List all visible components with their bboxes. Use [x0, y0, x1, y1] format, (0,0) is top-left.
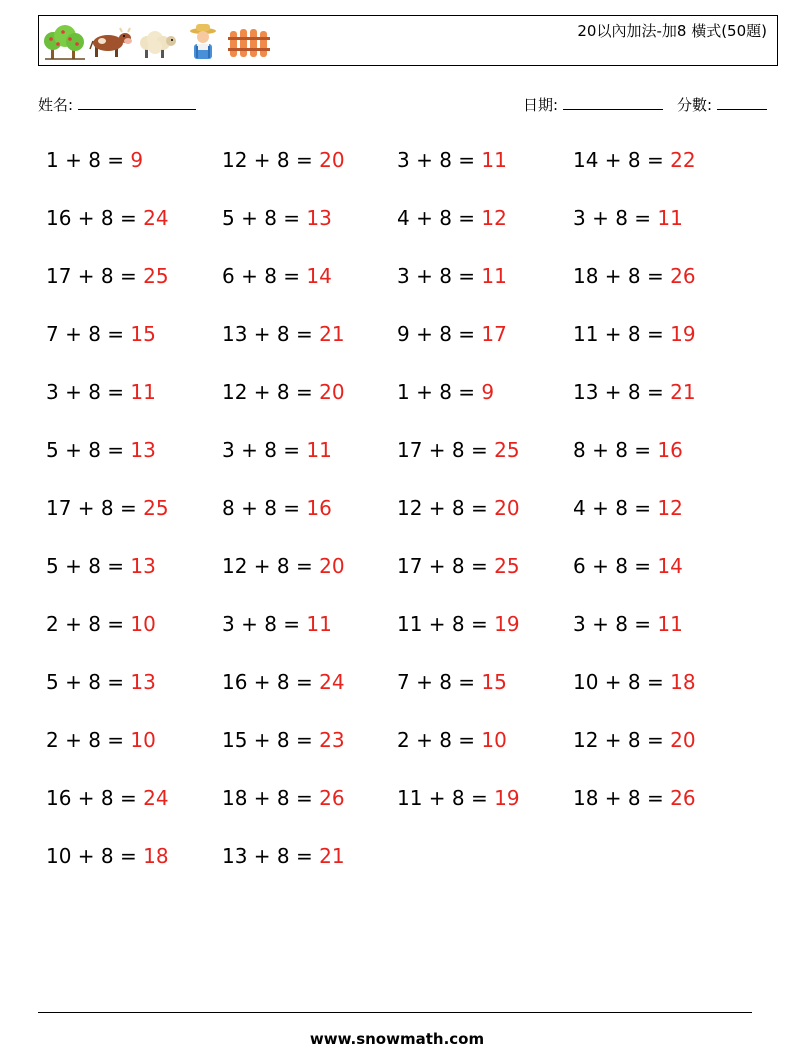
problem-question: 5 + 8 = [222, 206, 301, 230]
problem-answer: 11 [306, 612, 332, 636]
problem-question: 17 + 8 = [46, 496, 137, 520]
problem-item [573, 206, 683, 230]
problem-item [573, 322, 696, 346]
farmer-icon [181, 23, 225, 61]
date-label: 日期: [523, 96, 559, 114]
problem-question: 7 + 8 = [397, 670, 476, 694]
problem-question: 16 + 8 = [46, 206, 137, 230]
problem-item [222, 728, 345, 752]
problem-item [397, 264, 507, 288]
problem-question: 6 + 8 = [222, 264, 301, 288]
cow-icon [89, 23, 133, 61]
problem-item [397, 612, 520, 636]
problem-item [397, 554, 520, 578]
problem-question: 12 + 8 = [573, 728, 664, 752]
problem-question: 16 + 8 = [222, 670, 313, 694]
problem-item [46, 670, 156, 694]
fence-icon [227, 23, 271, 61]
problem-question: 18 + 8 = [573, 264, 664, 288]
problem-item [46, 554, 156, 578]
problem-question: 13 + 8 = [222, 844, 313, 868]
problem-answer: 9 [481, 380, 495, 404]
problem-question: 12 + 8 = [222, 380, 313, 404]
worksheet-title: 20以內加法-加8 橫式(50題) [577, 22, 767, 40]
problem-item [573, 438, 683, 462]
footer-divider [38, 1012, 752, 1013]
problem-answer: 26 [670, 786, 696, 810]
problem-item [222, 380, 345, 404]
problem-answer: 11 [130, 380, 156, 404]
problem-question: 7 + 8 = [46, 322, 125, 346]
problem-item [397, 380, 494, 404]
problem-answer: 13 [130, 670, 156, 694]
problem-answer: 18 [143, 844, 169, 868]
problem-item [573, 264, 696, 288]
problem-answer: 20 [670, 728, 696, 752]
problem-question: 17 + 8 = [397, 554, 488, 578]
problem-question: 4 + 8 = [573, 496, 652, 520]
problem-answer: 11 [481, 148, 507, 172]
problem-question: 13 + 8 = [573, 380, 664, 404]
problem-answer: 11 [306, 438, 332, 462]
problem-answer: 23 [319, 728, 345, 752]
problem-item [222, 786, 345, 810]
problem-item [573, 496, 683, 520]
problem-answer: 19 [670, 322, 696, 346]
problem-answer: 21 [319, 322, 345, 346]
problem-question: 12 + 8 = [222, 554, 313, 578]
problem-answer: 14 [657, 554, 683, 578]
problem-answer: 24 [143, 206, 169, 230]
problem-answer: 9 [130, 148, 144, 172]
problem-item [573, 612, 683, 636]
problem-question: 5 + 8 = [46, 554, 125, 578]
problem-answer: 25 [143, 496, 169, 520]
problem-answer: 25 [494, 554, 520, 578]
problem-item [573, 554, 683, 578]
problem-question: 15 + 8 = [222, 728, 313, 752]
worksheet-header [38, 15, 778, 66]
name-field [38, 94, 196, 115]
problem-question: 3 + 8 = [573, 206, 652, 230]
problem-question: 13 + 8 = [222, 322, 313, 346]
problem-item [222, 322, 345, 346]
problem-answer: 15 [130, 322, 156, 346]
problem-question: 5 + 8 = [46, 670, 125, 694]
problem-item [222, 496, 332, 520]
problem-answer: 12 [657, 496, 683, 520]
problem-question: 8 + 8 = [222, 496, 301, 520]
date-field [523, 94, 663, 115]
problem-question: 17 + 8 = [397, 438, 488, 462]
tree-icon [43, 23, 87, 61]
problem-item [397, 786, 520, 810]
problem-item [46, 438, 156, 462]
problem-item [46, 322, 156, 346]
problem-answer: 10 [130, 728, 156, 752]
problem-answer: 19 [494, 786, 520, 810]
problem-item [46, 206, 169, 230]
problem-question: 6 + 8 = [573, 554, 652, 578]
problem-answer: 15 [481, 670, 507, 694]
problem-answer: 13 [130, 554, 156, 578]
problem-item [573, 148, 696, 172]
problem-answer: 24 [143, 786, 169, 810]
problem-answer: 19 [494, 612, 520, 636]
name-blank [78, 96, 196, 110]
problem-question: 18 + 8 = [573, 786, 664, 810]
problem-answer: 11 [481, 264, 507, 288]
problem-answer: 21 [670, 380, 696, 404]
problem-item [222, 844, 345, 868]
problem-answer: 25 [143, 264, 169, 288]
footer-url: www.snowmath.com [309, 1030, 485, 1048]
problem-item [46, 496, 169, 520]
problem-question: 3 + 8 = [46, 380, 125, 404]
problem-answer: 18 [670, 670, 696, 694]
problem-item [46, 148, 143, 172]
problem-answer: 11 [657, 206, 683, 230]
problem-question: 2 + 8 = [397, 728, 476, 752]
problem-answer: 20 [319, 380, 345, 404]
problem-answer: 10 [481, 728, 507, 752]
problem-item [397, 148, 507, 172]
problem-answer: 20 [319, 148, 345, 172]
problem-answer: 22 [670, 148, 696, 172]
score-field [677, 94, 767, 115]
problem-question: 3 + 8 = [222, 612, 301, 636]
problem-question: 8 + 8 = [573, 438, 652, 462]
name-label: 姓名: [38, 96, 74, 114]
problem-question: 11 + 8 = [397, 612, 488, 636]
problem-question: 9 + 8 = [397, 322, 476, 346]
problem-item [397, 670, 507, 694]
problem-answer: 20 [494, 496, 520, 520]
problem-item [46, 786, 169, 810]
problem-question: 10 + 8 = [46, 844, 137, 868]
date-blank [563, 96, 663, 110]
problem-item [397, 322, 507, 346]
problem-question: 14 + 8 = [573, 148, 664, 172]
problem-answer: 10 [130, 612, 156, 636]
problem-item [46, 380, 156, 404]
problem-item [46, 264, 169, 288]
problem-item [397, 438, 520, 462]
problem-item [46, 728, 156, 752]
problem-question: 1 + 8 = [397, 380, 476, 404]
problem-item [46, 612, 156, 636]
problem-question: 3 + 8 = [573, 612, 652, 636]
problem-item [222, 206, 332, 230]
problem-item [222, 264, 332, 288]
score-blank [717, 96, 767, 110]
problem-answer: 13 [130, 438, 156, 462]
problem-answer: 21 [319, 844, 345, 868]
problem-answer: 25 [494, 438, 520, 462]
problem-answer: 26 [319, 786, 345, 810]
problem-question: 12 + 8 = [222, 148, 313, 172]
problem-answer: 11 [657, 612, 683, 636]
problem-item [397, 496, 520, 520]
problem-item [222, 148, 345, 172]
problem-item [222, 670, 345, 694]
problem-item [573, 786, 696, 810]
problem-question: 10 + 8 = [573, 670, 664, 694]
problem-item [573, 670, 696, 694]
problem-question: 18 + 8 = [222, 786, 313, 810]
problem-question: 12 + 8 = [397, 496, 488, 520]
problem-answer: 13 [306, 206, 332, 230]
problem-question: 11 + 8 = [573, 322, 664, 346]
problem-question: 2 + 8 = [46, 612, 125, 636]
problem-question: 3 + 8 = [397, 148, 476, 172]
problem-answer: 16 [306, 496, 332, 520]
problem-answer: 26 [670, 264, 696, 288]
problem-question: 3 + 8 = [397, 264, 476, 288]
problem-question: 3 + 8 = [222, 438, 301, 462]
problem-answer: 16 [657, 438, 683, 462]
problem-answer: 20 [319, 554, 345, 578]
problem-item [222, 438, 332, 462]
problem-answer: 24 [319, 670, 345, 694]
problem-item [573, 380, 696, 404]
problem-question: 11 + 8 = [397, 786, 488, 810]
problem-answer: 14 [306, 264, 332, 288]
problem-answer: 12 [481, 206, 507, 230]
problem-item [397, 206, 507, 230]
problem-question: 5 + 8 = [46, 438, 125, 462]
problem-item [397, 728, 507, 752]
problem-answer: 17 [481, 322, 507, 346]
sheep-icon [135, 23, 179, 61]
problem-item [222, 554, 345, 578]
problem-item [222, 612, 332, 636]
problem-question: 16 + 8 = [46, 786, 137, 810]
problem-question: 1 + 8 = [46, 148, 125, 172]
problem-item [573, 728, 696, 752]
problem-question: 4 + 8 = [397, 206, 476, 230]
problem-question: 17 + 8 = [46, 264, 137, 288]
score-label: 分數: [677, 96, 713, 114]
problem-item [46, 844, 169, 868]
problem-question: 2 + 8 = [46, 728, 125, 752]
